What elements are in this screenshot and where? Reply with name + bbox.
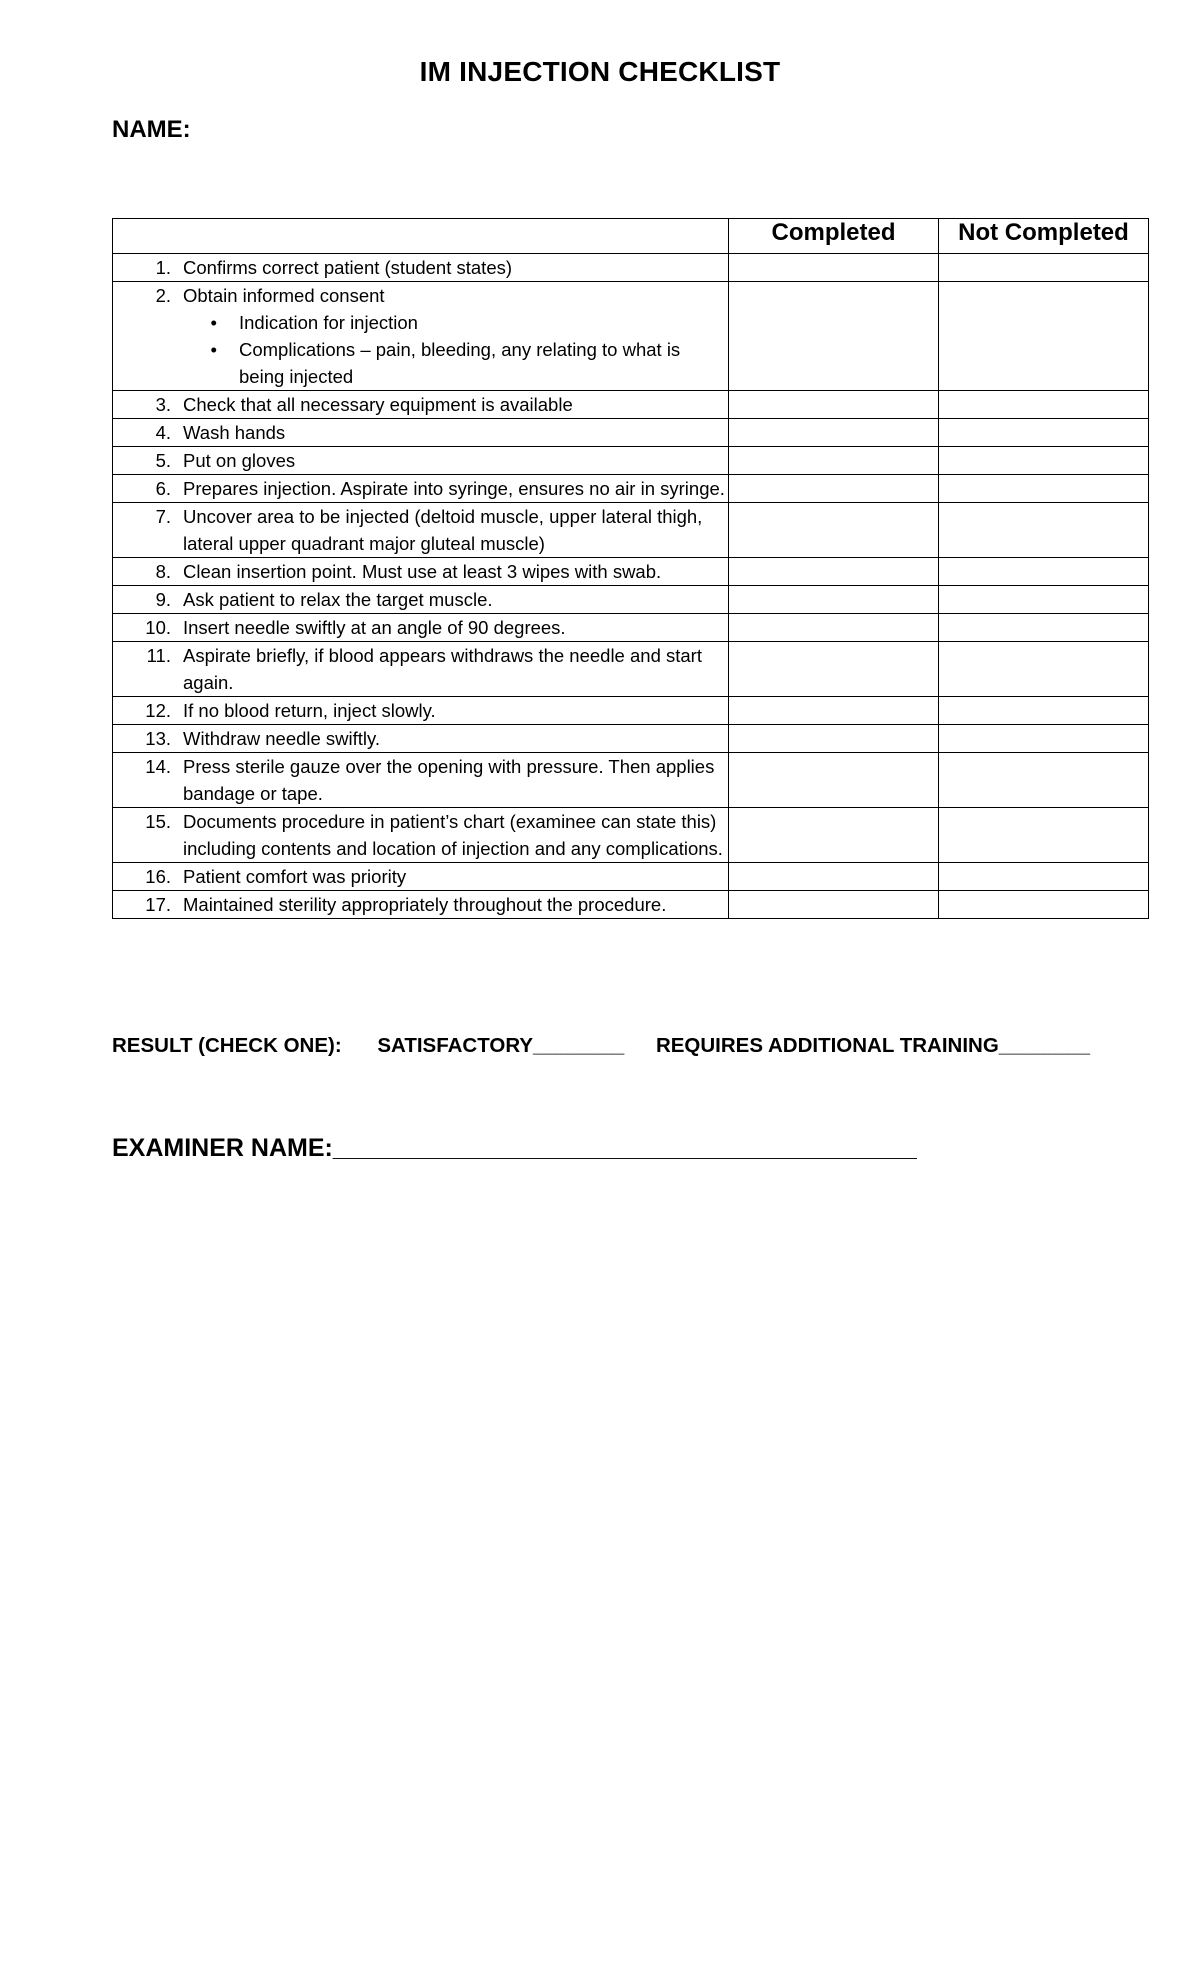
table-row	[113, 642, 1149, 697]
task-item	[113, 808, 728, 862]
sub-item	[113, 309, 728, 336]
not-completed-cell[interactable]	[939, 725, 1149, 753]
completed-cell[interactable]	[729, 891, 939, 919]
not-completed-cell[interactable]	[939, 503, 1149, 558]
result-line	[112, 1034, 1090, 1058]
task-text: Aspirate briefly, if blood appears withdraws the needle and start again.	[183, 645, 702, 693]
task-cell	[113, 697, 729, 725]
completed-cell[interactable]	[729, 586, 939, 614]
not-completed-cell[interactable]	[939, 697, 1149, 725]
task-cell	[113, 891, 729, 919]
completed-cell[interactable]	[729, 254, 939, 282]
task-text: Press sterile gauze over the opening with pressure. Then applies bandage or tape.	[183, 756, 715, 804]
task-item	[113, 391, 728, 418]
task-text: Patient comfort was priority	[183, 866, 407, 887]
requires-training-option[interactable]: REQUIRES ADDITIONAL TRAINING________	[655, 1034, 1090, 1057]
task-item	[113, 697, 728, 724]
header-not-completed: Not Completed	[939, 219, 1149, 254]
completed-cell[interactable]	[729, 725, 939, 753]
task-text: Confirms correct patient (student states)	[183, 257, 513, 278]
task-text: Wash hands	[183, 422, 286, 443]
task-text: Withdraw needle swiftly.	[183, 728, 381, 749]
task-text: Prepares injection. Aspirate into syringe, ensures no air in syringe.	[183, 478, 725, 499]
completed-cell[interactable]	[729, 391, 939, 419]
task-item	[113, 503, 728, 557]
completed-cell[interactable]	[729, 419, 939, 447]
task-text: Ask patient to relax the target muscle.	[183, 589, 493, 610]
examiner-name-field[interactable]: EXAMINER NAME:__________________________________________	[112, 1134, 917, 1162]
table-row	[113, 254, 1149, 282]
header-completed: Completed	[729, 219, 939, 254]
task-item	[113, 614, 728, 641]
not-completed-cell[interactable]	[939, 614, 1149, 642]
not-completed-cell[interactable]	[939, 254, 1149, 282]
table-row	[113, 753, 1149, 808]
not-completed-cell[interactable]	[939, 863, 1149, 891]
not-completed-cell[interactable]	[939, 475, 1149, 503]
task-cell	[113, 475, 729, 503]
sub-list	[113, 309, 728, 390]
table-row	[113, 282, 1149, 391]
table-header-row	[113, 219, 1149, 254]
task-cell	[113, 391, 729, 419]
task-item	[113, 558, 728, 585]
task-text: Insert needle swiftly at an angle of 90 degrees.	[183, 617, 566, 638]
table-row	[113, 697, 1149, 725]
task-text: Uncover area to be injected (deltoid muscle, upper lateral thigh, lateral upper quadrant major gluteal muscle)	[183, 506, 703, 554]
task-number: 13.	[145, 728, 171, 749]
task-number: 11.	[146, 645, 171, 666]
table-row	[113, 863, 1149, 891]
task-number: 8.	[155, 561, 171, 582]
task-item	[113, 419, 728, 446]
task-cell	[113, 725, 729, 753]
table-row	[113, 891, 1149, 919]
task-cell	[113, 586, 729, 614]
task-item	[113, 447, 728, 474]
completed-cell[interactable]	[729, 753, 939, 808]
task-cell	[113, 254, 729, 282]
table-row	[113, 586, 1149, 614]
task-item	[113, 586, 728, 613]
task-cell	[113, 447, 729, 475]
task-number: 10.	[145, 617, 171, 638]
task-number: 6.	[155, 478, 171, 499]
not-completed-cell[interactable]	[939, 753, 1149, 808]
task-number: 12.	[145, 700, 171, 721]
not-completed-cell[interactable]	[939, 808, 1149, 863]
task-text: Clean insertion point. Must use at least 3 wipes with swab.	[183, 561, 662, 582]
task-number: 1.	[155, 257, 171, 278]
not-completed-cell[interactable]	[939, 419, 1149, 447]
task-item	[113, 725, 728, 752]
table-row	[113, 447, 1149, 475]
not-completed-cell[interactable]	[939, 447, 1149, 475]
task-text: Put on gloves	[183, 450, 296, 471]
task-cell	[113, 753, 729, 808]
completed-cell[interactable]	[729, 475, 939, 503]
checklist-table	[112, 218, 1149, 919]
task-item	[113, 642, 728, 696]
task-text: Maintained sterility appropriately throughout the procedure.	[183, 894, 667, 915]
completed-cell[interactable]	[729, 282, 939, 391]
sub-item	[113, 336, 728, 390]
task-number: 3.	[155, 394, 171, 415]
completed-cell[interactable]	[729, 558, 939, 586]
task-item	[113, 891, 728, 918]
satisfactory-option[interactable]: SATISFACTORY________	[377, 1034, 625, 1057]
task-text: Documents procedure in patient’s chart (examinee can state this) including contents and location of injection and any complications.	[183, 811, 723, 859]
header-task	[113, 219, 729, 254]
sub-item-text: Complications – pain, bleeding, any relating to what is being injected	[239, 339, 681, 387]
table-row	[113, 475, 1149, 503]
not-completed-cell[interactable]	[939, 586, 1149, 614]
table-row	[113, 503, 1149, 558]
table-row	[113, 558, 1149, 586]
not-completed-cell[interactable]	[939, 391, 1149, 419]
task-cell	[113, 282, 729, 391]
task-number: 14.	[145, 756, 171, 777]
page-title: IM INJECTION CHECKLIST	[419, 56, 781, 87]
task-cell	[113, 614, 729, 642]
task-text: Check that all necessary equipment is available	[183, 394, 573, 415]
completed-cell[interactable]	[729, 447, 939, 475]
task-item	[113, 863, 728, 890]
task-cell	[113, 863, 729, 891]
completed-cell[interactable]	[729, 808, 939, 863]
task-number: 4.	[155, 422, 171, 443]
task-cell	[113, 558, 729, 586]
not-completed-cell[interactable]	[939, 558, 1149, 586]
completed-cell[interactable]	[729, 614, 939, 642]
not-completed-cell[interactable]	[939, 642, 1149, 697]
task-item	[113, 753, 728, 807]
task-item	[113, 475, 728, 502]
task-number: 15.	[145, 811, 171, 832]
table-row	[113, 419, 1149, 447]
task-number: 5.	[155, 450, 171, 471]
task-cell	[113, 419, 729, 447]
bullet-icon: •	[210, 339, 217, 360]
name-label: NAME:	[112, 116, 191, 143]
task-cell	[113, 808, 729, 863]
completed-cell[interactable]	[729, 503, 939, 558]
task-item	[113, 254, 728, 281]
task-item	[113, 282, 728, 309]
task-number: 9.	[155, 589, 171, 610]
task-number: 2.	[155, 285, 171, 306]
table-row	[113, 614, 1149, 642]
table-row	[113, 391, 1149, 419]
completed-cell[interactable]	[729, 642, 939, 697]
sub-item-text: Indication for injection	[239, 312, 418, 333]
task-cell	[113, 503, 729, 558]
task-number: 16.	[145, 866, 171, 887]
result-label: RESULT (CHECK ONE):	[112, 1034, 342, 1057]
task-number: 17.	[145, 894, 171, 915]
task-text: If no blood return, inject slowly.	[183, 700, 436, 721]
not-completed-cell[interactable]	[939, 282, 1149, 391]
bullet-icon: •	[210, 312, 217, 333]
task-number: 7.	[155, 506, 171, 527]
completed-cell[interactable]	[729, 863, 939, 891]
not-completed-cell[interactable]	[939, 891, 1149, 919]
task-text: Obtain informed consent	[183, 285, 385, 306]
task-cell	[113, 642, 729, 697]
completed-cell[interactable]	[729, 697, 939, 725]
table-row	[113, 808, 1149, 863]
table-row	[113, 725, 1149, 753]
